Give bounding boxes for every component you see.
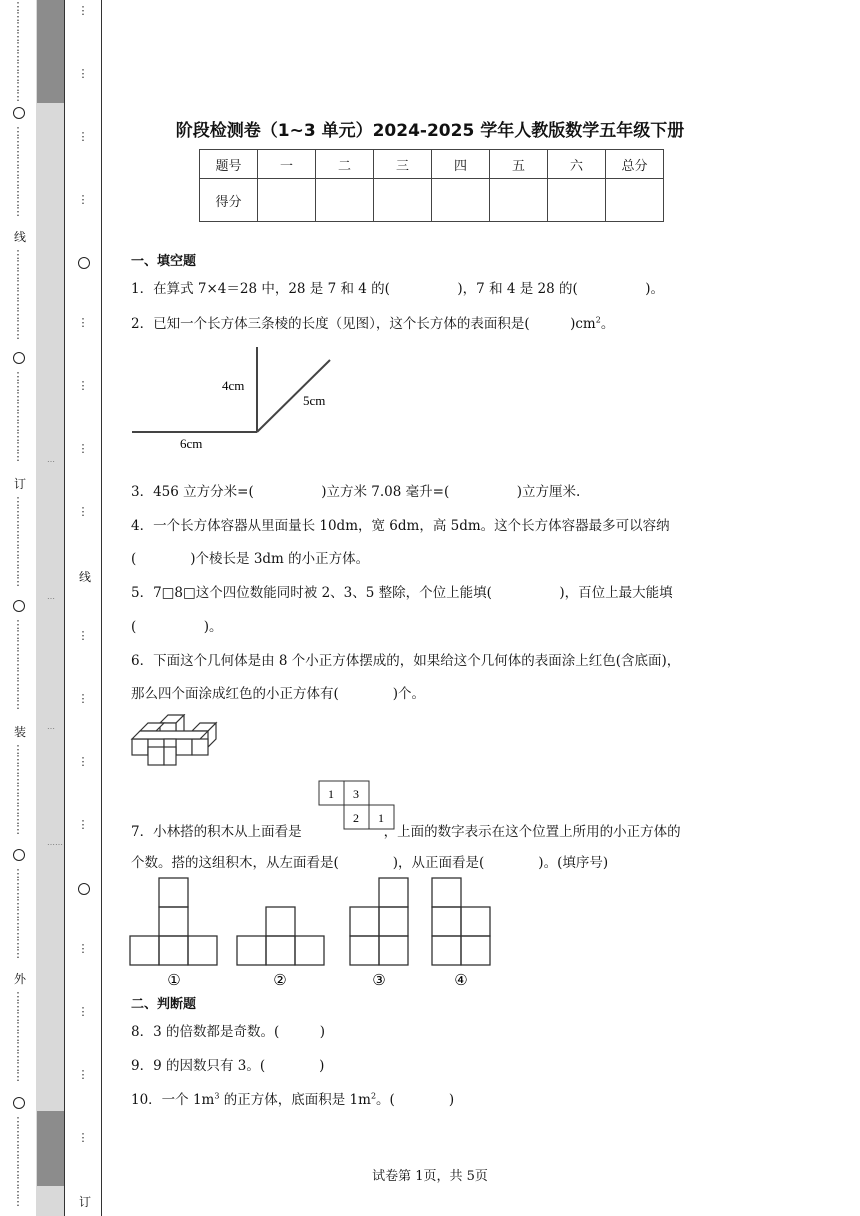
dots-inner: ⋮ — [77, 67, 89, 80]
q7-options-figure — [129, 877, 499, 989]
dots-outer: ⋮ ⋮ ⋮ ⋮ ⋮ ⋮ ⋮ ⋮ ⋮ — [12, 1115, 24, 1208]
binding-circle — [13, 1097, 25, 1109]
top-view-number: 3 — [353, 787, 359, 801]
question-4-line1: 4．一个长方体容器从里面量长 10dm，宽 6dm，高 5dm。这个长方体容器最多可以容纳 — [131, 518, 670, 534]
dots-inner: ⋮ — [77, 942, 89, 955]
dots-inner: ⋮ — [77, 130, 89, 143]
score-label: 得分 — [200, 179, 258, 222]
dots-inner: ⋮ — [77, 1131, 89, 1144]
score-cell: 五 — [490, 150, 548, 179]
option-4-shape — [432, 878, 490, 965]
question-7-line2: 个数。搭的这组积木，从左面看是( )，从正面看是( )。(填序号) — [131, 855, 609, 871]
question-10-text: 10．一个 1m — [131, 1092, 215, 1108]
question-1: 1．在算式 7×4＝28 中，28 是 7 和 4 的( )，7 和 4 是 28 的( )。 — [131, 281, 665, 297]
score-entry-cell[interactable] — [606, 179, 664, 222]
question-9: 9．9 的因数只有 3。( ) — [131, 1058, 325, 1074]
page-title: 阶段检测卷（1~3 单元）2024-2025 学年人教版数学五年级下册 — [175, 121, 685, 141]
superscript: 3 — [214, 1091, 220, 1101]
binding-char-line-inner: 线 — [79, 570, 92, 584]
question-2-text: 2．已知一个长方体三条棱的长度（见图），这个长方体的表面积是( )cm — [131, 316, 596, 332]
dots-outer: ⋮ ⋮ ⋮ ⋮ ⋮ ⋮ ⋮ ⋮ ⋮ — [12, 125, 24, 218]
page-footer: 试卷第 1页，共 5页 — [372, 1169, 488, 1184]
score-cell: 题号 — [200, 150, 258, 179]
question-3: 3．456 立方分米=( )立方米 7.08 毫升=( )立方厘米. — [131, 484, 581, 500]
score-entry-cell[interactable] — [374, 179, 432, 222]
binding-char-ding-inner: 订 — [79, 1195, 92, 1209]
dots-inner: ⋮ — [77, 379, 89, 392]
question-6-line1: 6．下面这个几何体是由 8 个小正方体摆成的，如果给这个几何体的表面涂上红色(含底面)， — [131, 653, 681, 669]
binding-strip-middle — [36, 0, 65, 1216]
superscript: 2 — [370, 1091, 377, 1101]
score-table-score-row — [200, 179, 664, 222]
question-6-line2: 那么四个面涂成红色的小正方体有( )个。 — [131, 686, 426, 702]
score-table — [199, 149, 664, 222]
question-2 — [131, 312, 614, 332]
dots-outer: ⋮ ⋮ ⋮ ⋮ ⋮ ⋮ ⋮ ⋮ ⋮ — [12, 495, 24, 588]
dots-outer: ⋮ ⋮ ⋮ ⋮ ⋮ ⋮ ⋮ ⋮ ⋮ — [12, 618, 24, 711]
dots-inner: ⋮ — [77, 505, 89, 518]
option-label-3: ③ — [372, 971, 386, 989]
binding-char-wai: 外 — [14, 972, 27, 986]
binding-circle — [13, 352, 25, 364]
dots-outer: ⋮ ⋮ ⋮ ⋮ ⋮ ⋮ ⋮ ⋮ ⋮ — [12, 370, 24, 463]
dots-outer: ⋮ ⋮ ⋮ ⋮ ⋮ ⋮ ⋮ ⋮ ⋮ — [12, 248, 24, 341]
section-heading-fill-blank: 一、填空题 — [131, 254, 197, 269]
faint-mark: … — [47, 455, 55, 464]
binding-circle — [13, 107, 25, 119]
dots-inner: ⋮ — [77, 755, 89, 768]
dots-outer: ⋮ ⋮ ⋮ ⋮ ⋮ ⋮ ⋮ ⋮ ⋮ — [12, 867, 24, 960]
option-1-shape — [130, 878, 217, 965]
question-7-line1 — [131, 820, 681, 840]
dots-inner: ⋮ — [77, 629, 89, 642]
dots-outer: ⋮ ⋮ ⋮ ⋮ ⋮ ⋮ ⋮ ⋮ ⋮ — [12, 743, 24, 836]
top-view-number: 1 — [378, 811, 384, 825]
binding-dark-block-top — [37, 0, 64, 103]
dots-outer: ⋮ ⋮ ⋮ ⋮ ⋮ ⋮ ⋮ ⋮ ⋮ — [12, 990, 24, 1083]
cube-solid-figure — [130, 714, 220, 770]
question-5-line1: 5．7□8□这个四位数能同时被 2、3、5 整除，个位上能填( )，百位上最大能填 — [131, 585, 673, 601]
binding-char-line: 线 — [14, 230, 27, 244]
top-view-number: 2 — [353, 811, 359, 825]
score-entry-cell[interactable] — [548, 179, 606, 222]
option-2-shape — [237, 907, 324, 965]
cuboid-edges-figure — [130, 345, 350, 453]
dots-inner: ⋮ — [77, 818, 89, 831]
option-label-1: ① — [167, 971, 181, 989]
question-10-text-mid: 的正方体，底面积是 1m — [219, 1092, 371, 1108]
dots-inner: ⋮ — [77, 316, 89, 329]
faint-mark: …… — [47, 838, 63, 847]
question-10 — [131, 1088, 454, 1108]
superscript: 2 — [595, 315, 601, 325]
question-7-text-cont: ，上面的数字表示在这个位置上所用的小正方体的 — [383, 824, 681, 840]
binding-char-zhuang: 装 — [14, 725, 27, 739]
question-8: 8．3 的倍数都是奇数。( ) — [131, 1024, 326, 1040]
binding-circle — [13, 600, 25, 612]
dots-inner: ⋮ — [77, 442, 89, 455]
dots-outer: ⋮ ⋮ ⋮ ⋮ ⋮ ⋮ ⋮ ⋮ ⋮ ⋮ — [12, 0, 24, 103]
score-entry-cell[interactable] — [490, 179, 548, 222]
faint-mark: … — [47, 722, 55, 731]
binding-char-ding: 订 — [14, 477, 27, 491]
score-cell: 二 — [316, 150, 374, 179]
binding-strip-inner — [64, 0, 102, 1216]
score-cell: 六 — [548, 150, 606, 179]
dots-inner: ⋮ — [77, 1068, 89, 1081]
question-5-line2: ( )。 — [131, 619, 223, 635]
question-10-text-end: 。( ) — [376, 1092, 455, 1108]
dots-inner: ⋮ — [77, 1005, 89, 1018]
section-heading-true-false: 二、判断题 — [131, 997, 197, 1012]
question-4-line2: ( )个棱长是 3dm 的小正方体。 — [131, 551, 370, 567]
score-entry-cell[interactable] — [258, 179, 316, 222]
label-width: 5cm — [303, 393, 326, 408]
score-cell: 一 — [258, 150, 316, 179]
option-3-shape — [350, 878, 408, 965]
binding-circle — [78, 883, 90, 895]
score-cell: 总分 — [606, 150, 664, 179]
top-view-number: 1 — [328, 787, 334, 801]
dots-inner: ⋮ — [77, 4, 89, 17]
dots-inner: ⋮ — [77, 193, 89, 206]
score-entry-cell[interactable] — [432, 179, 490, 222]
faint-mark: … — [47, 592, 55, 601]
question-2-end: 。 — [600, 316, 615, 332]
label-length: 6cm — [180, 436, 203, 451]
label-height: 4cm — [222, 378, 245, 393]
option-label-4: ④ — [454, 971, 468, 989]
option-label-2: ② — [273, 971, 287, 989]
score-entry-cell[interactable] — [316, 179, 374, 222]
binding-circle — [13, 849, 25, 861]
score-table-header-row — [200, 150, 664, 179]
binding-circle — [78, 257, 90, 269]
question-7-text: 7．小林搭的积木从上面看是 — [131, 824, 302, 840]
score-cell: 三 — [374, 150, 432, 179]
score-cell: 四 — [432, 150, 490, 179]
dots-inner: ⋮ — [77, 692, 89, 705]
